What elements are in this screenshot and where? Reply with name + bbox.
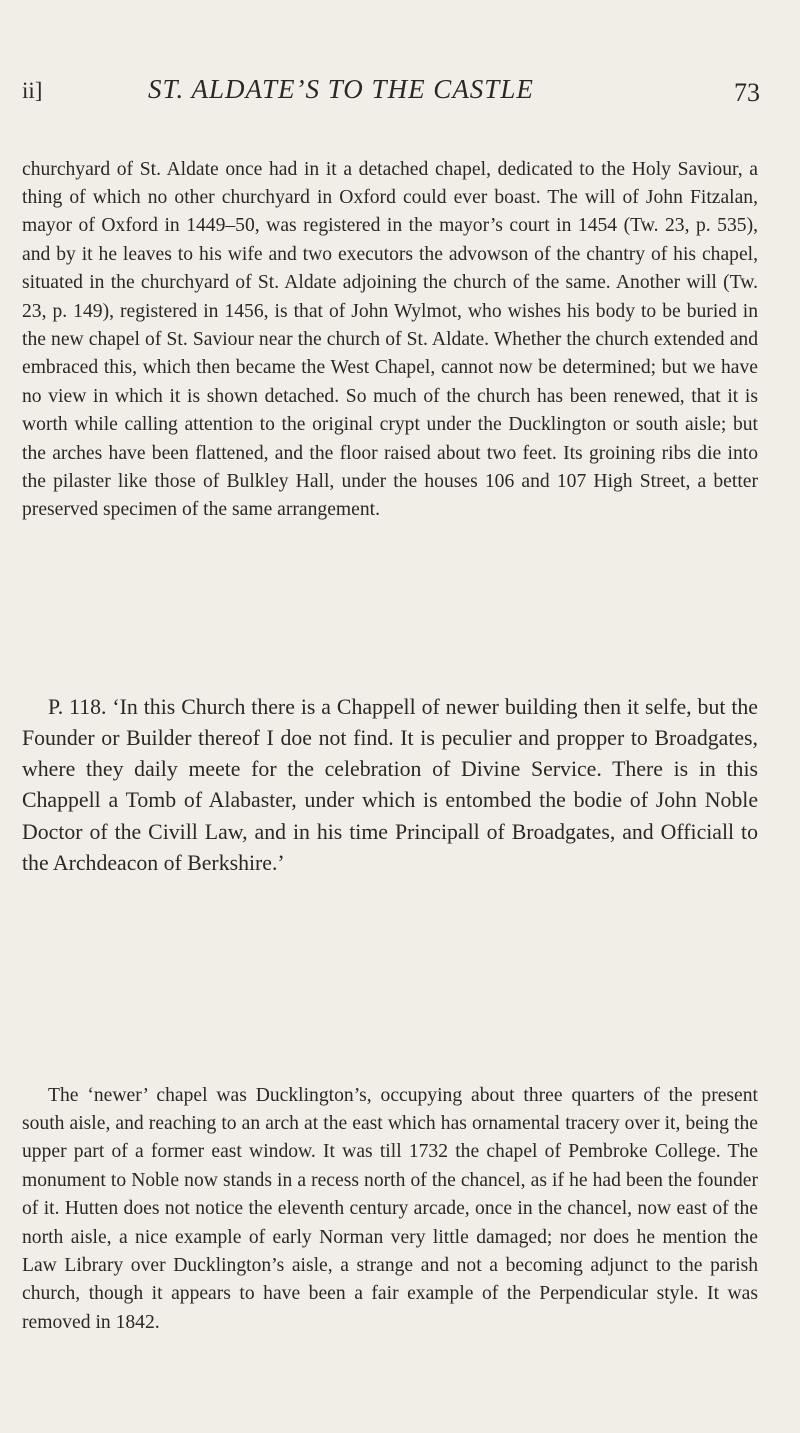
page-number: 73 — [734, 78, 760, 107]
running-title: ST. ALDATE’S TO THE CASTLE — [148, 74, 534, 104]
chapter-marker: ii] — [22, 78, 43, 103]
paragraph-ducklington-chapel: The ‘newer’ chapel was Ducklington’s, occupying about three quarters of the present south aisle, and reaching to an arch at the east which has ornamental tracery over it, being the upper part of a former east window. It was till 1732 the chapel of Pembroke College. The monument to Noble now stands in a recess north of the chancel, as if he had been the founder of it. Hutten does not notice the eleventh century arcade, once in the chancel, now east of the north aisle, a nice example of early Norman very little damaged; nor does he mention the Law Library over Ducklington’s aisle, a strange and not a becoming adjunct to the parish church, though it appears to have been a fair example of the Perpendicular style. It was removed in 1842. — [22, 1084, 758, 1333]
page-header — [22, 74, 760, 114]
quoted-paragraph-hutten: P. 118. ‘In this Church there is a Chappell of newer building then it selfe, but the Founder or Builder thereof I doe not find. It is peculier and propper to Broadgates, where they daily meete for the celebration of Divine Service. There is in this Chappell a Tomb of Alabaster, under which is entombed the bodie of John Noble Doctor of the Civill Law, and in his time Principall of Broadgates, and Officiall to the Archdeacon of Berkshire.’ — [22, 694, 758, 875]
paragraph-churchyard: churchyard of St. Aldate once had in it a detached chapel, dedicated to the Holy Saviour, a thing of which no other churchyard in Oxford could ever boast. The will of John Fitzalan, mayor of Oxford in 1449–50, was registered in the mayor’s court in 1454 (Tw. 23, p. 535), and by it he leaves to his wife and two executors the advowson of the chantry of his chapel, situated in the churchyard of St. Aldate adjoining the church of the same. Another will (Tw. 23, p. 149), registered in 1456, is that of John Wylmot, who wishes his body to be buried in the new chapel of St. Saviour near the church of St. Aldate. Whether the church extended and embraced this, which then became the West Chapel, cannot now be determined; but we have no view in which it is shown detached. So much of the church has been renewed, that it is worth while calling attention to the original crypt under the Ducklington or south aisle; but the arches have been flattened, and the floor raised about two feet. Its groining ribs die into the pilaster like those of Bulkley Hall, under the houses 106 and 107 High Street, a better preserved specimen of the same arrangement. — [22, 158, 758, 521]
